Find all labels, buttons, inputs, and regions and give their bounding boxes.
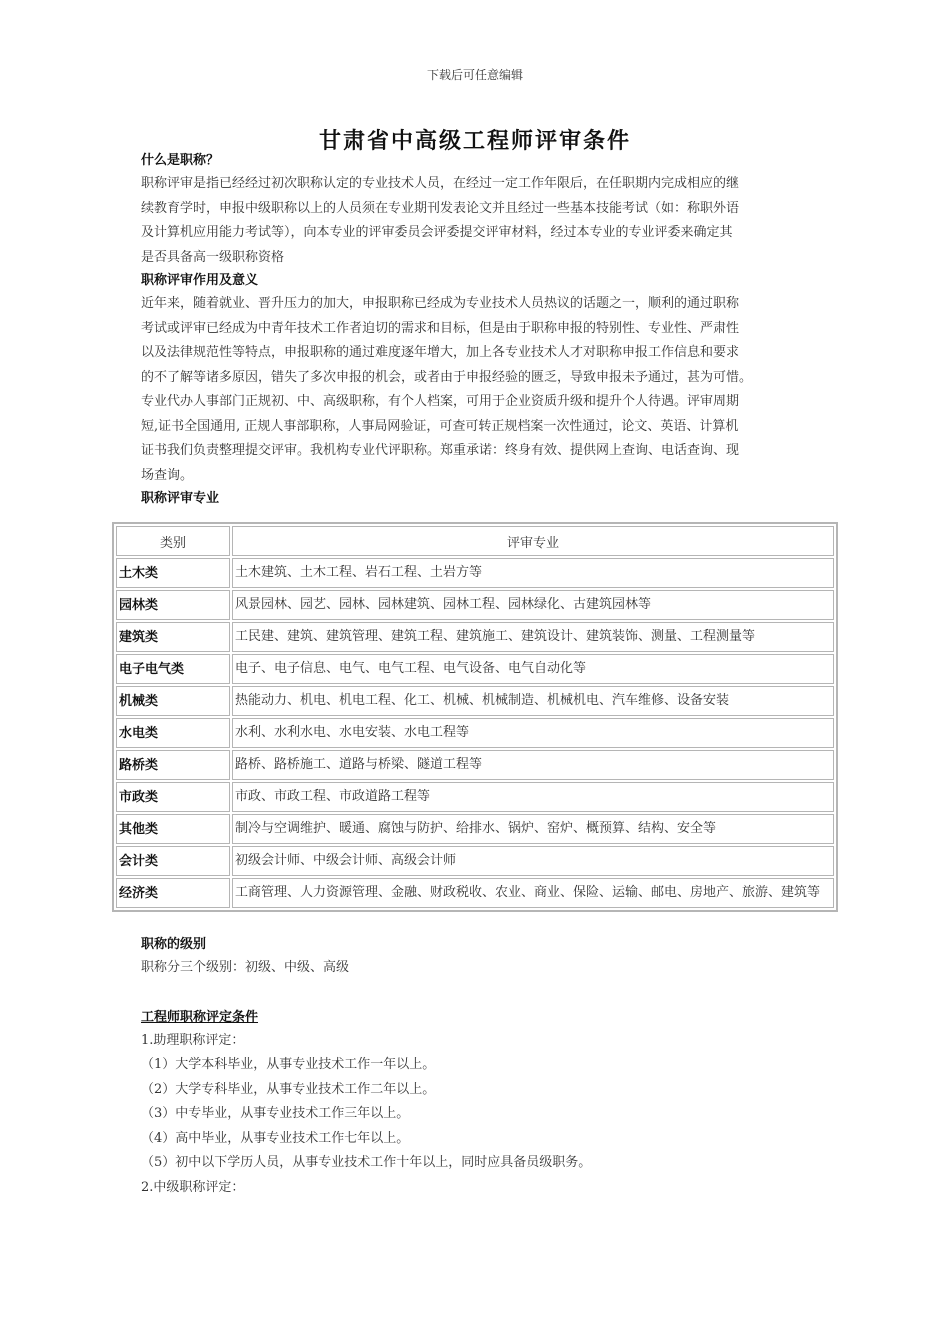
category-cell: 土木类 [116,558,230,588]
category-cell: 机械类 [116,686,230,716]
levels-body: 职称分三个级别：初级、中级、高级 [141,960,350,975]
assistant-item: （3）中专毕业，从事专业技术工作三年以上。 [141,1106,410,1121]
role-line: 的不了解等诸多原因，错失了多次申报的机会，或者由于申报经验的匮乏，导致申报未予通过，甚为可惜。 [141,369,753,385]
what-line: 及计算机应用能力考试等），向本专业的评审委员会评委提交评审材料，经过本专业的专业评委来确定其 [141,225,733,240]
table-row [116,846,834,876]
majors-cell: 热能动力、机电、机电工程、化工、机械、机械制造、机械机电、汽车维修、设备安装 [232,686,834,716]
category-cell: 电子电气类 [116,654,230,684]
majors-cell: 风景园林、园艺、园林、园林建筑、园林工程、园林绿化、古建筑园林等 [232,590,834,620]
majors-cell: 市政、市政工程、市政道路工程等 [232,782,834,812]
majors-cell: 土木建筑、土木工程、岩石工程、土岩方等 [232,558,834,588]
what-line: 职称评审是指已经经过初次职称认定的专业技术人员，在经过一定工作年限后，在任职期内完成相应的继 [141,176,740,191]
category-cell: 园林类 [116,590,230,620]
intermediate-title: 2.中级职称评定： [141,1179,245,1195]
role-heading: 职称评审作用及意义 [141,273,259,288]
category-cell: 路桥类 [116,750,230,780]
what-line: 续教育学时，申报中级职称以上的人员须在专业期刊发表论文并且经过一些基本技能考试（如：称职外语 [141,200,740,216]
page-title: 甘肃省中高级工程师评审条件 [318,128,631,154]
majors-cell: 电子、电子信息、电气、电气工程、电气设备、电气自动化等 [232,654,834,684]
role-line: 近年来，随着就业、晋升压力的加大，申报职称已经成为专业技术人员热议的话题之一，顺利的通过职称 [141,296,740,311]
category-cell: 市政类 [116,782,230,812]
role-line: 场查询。 [141,467,194,483]
role-line: 证书我们负责整理提交评审。我机构专业代评职称。郑重承诺：终身有效、提供网上查询、电话查询、现 [141,443,740,458]
what-line: 是否具备高一级职称资格 [141,249,285,265]
category-cell: 建筑类 [116,622,230,652]
table-row [116,590,834,620]
table-header-row [116,526,834,556]
assistant-item: （2）大学专科毕业，从事专业技术工作二年以上。 [141,1081,436,1097]
role-line: 以及法律规范性等特点，申报职称的通过难度逐年增大，加上各专业技术人才对职称申报工作信息和要求 [141,345,740,360]
table-row [116,686,834,716]
category-cell: 会计类 [116,846,230,876]
what-heading: 什么是职称？ [141,153,220,168]
role-line: 专业代办人事部门正规初、中、高级职称，有个人档案，可用于企业资质升级和提升个人待遇。评审周期 [141,394,740,409]
majors-cell: 工民建、建筑、建筑管理、建筑工程、建筑施工、建筑设计、建筑装饰、测量、工程测量等 [232,622,834,652]
column-header-category: 类别 [116,526,230,556]
assistant-item: （1）大学本科毕业，从事专业技术工作一年以上。 [141,1057,436,1072]
download-note: 下载后可任意编辑 [426,68,523,82]
majors-heading: 职称评审专业 [141,491,220,506]
assistant-title: 1.助理职称评定： [141,1032,245,1048]
table-row [116,558,834,588]
table-row [116,878,834,908]
table-row [116,750,834,780]
majors-table [112,522,838,912]
conditions-heading: 工程师职称评定条件 [141,1009,259,1025]
category-cell: 水电类 [116,718,230,748]
majors-cell: 路桥、路桥施工、道路与桥梁、隧道工程等 [232,750,834,780]
category-cell: 其他类 [116,814,230,844]
table-row [116,814,834,844]
category-cell: 经济类 [116,878,230,908]
levels-and-conditions-section [141,934,821,1200]
table-row [116,654,834,684]
table-row [116,782,834,812]
role-line: 考试或评审已经成为中青年技术工作者迫切的需求和目标，但是由于职称申报的特别性、专业性、严肃性 [141,320,740,336]
majors-cell: 制冷与空调维护、暖通、腐蚀与防护、给排水、锅炉、窑炉、概预算、结构、安全等 [232,814,834,844]
assistant-item: （4）高中毕业，从事专业技术工作七年以上。 [141,1130,410,1146]
majors-cell: 水利、水利水电、水电安装、水电工程等 [232,718,834,748]
table-row [116,718,834,748]
majors-cell: 工商管理、人力资源管理、金融、财政税收、农业、商业、保险、运输、邮电、房地产、旅游、建筑等 [232,878,834,908]
majors-cell: 初级会计师、中级会计师、高级会计师 [232,846,834,876]
column-header-majors: 评审专业 [232,526,834,556]
role-line: 短,证书全国通用, 正规人事部职称，人事局网验证，可查可转正规档案一次性通过，论文、英语、计算机 [141,418,739,434]
table-row [116,622,834,652]
intro-section [141,150,821,510]
levels-heading: 职称的级别 [141,937,207,952]
assistant-item: （5）初中以下学历人员，从事专业技术工作十年以上，同时应具备员级职务。 [141,1155,592,1170]
